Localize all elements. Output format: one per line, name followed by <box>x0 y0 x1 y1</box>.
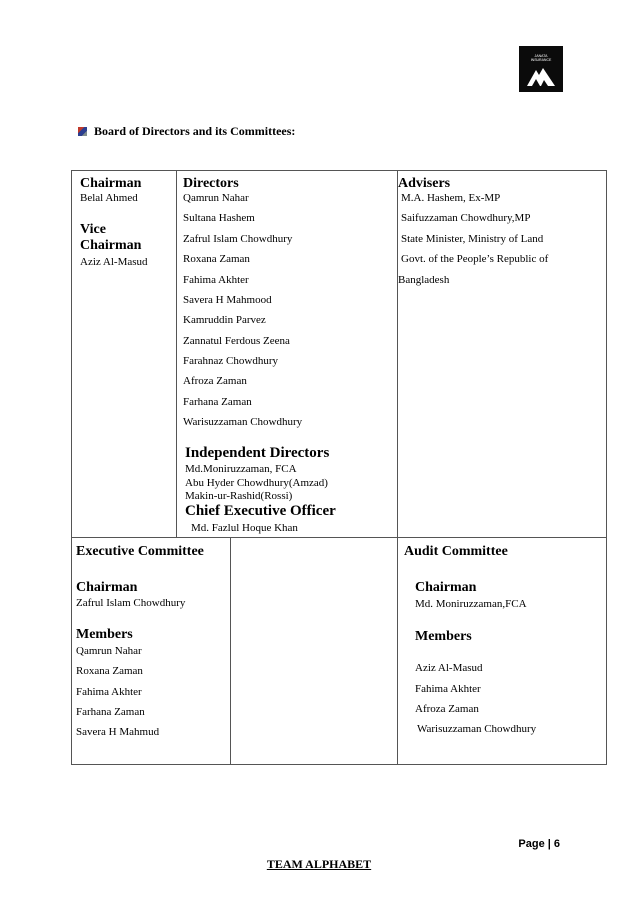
table-left-border <box>71 170 72 765</box>
ceo-title: Chief Executive Officer <box>185 503 336 519</box>
table-top-border <box>71 170 607 171</box>
independent-directors-title: Independent Directors <box>185 445 330 461</box>
director-item: Farahnaz Chowdhury <box>183 355 279 367</box>
logo-text-line1: JANATA <box>534 54 548 58</box>
independent-director-item: Md.Moniruzzaman, FCA <box>185 463 297 475</box>
bullet-icon <box>78 127 87 136</box>
page-number: Page | 6 <box>518 838 560 850</box>
vice-chairman-name: Aziz Al-Masud <box>80 256 148 268</box>
director-item: Zafrul Islam Chowdhury <box>183 233 293 245</box>
audit-committee-title: Audit Committee <box>404 544 508 559</box>
table-divider-3 <box>230 537 231 765</box>
adviser-line: M.A. Hashem, Ex-MP <box>401 192 501 204</box>
director-item: Sultana Hashem <box>183 212 255 224</box>
table-divider-1 <box>176 170 177 538</box>
vice-chairman-title-2: Chairman <box>80 238 142 253</box>
vice-chairman-title-1: Vice <box>80 222 106 237</box>
audit-chairman-name: Md. Moniruzzaman,FCA <box>415 598 527 610</box>
director-item: Savera H Mahmood <box>183 294 272 306</box>
director-item: Afroza Zaman <box>183 375 247 387</box>
director-item: Farhana Zaman <box>183 396 252 408</box>
director-item: Qamrun Nahar <box>183 192 249 204</box>
executive-committee-title: Executive Committee <box>76 544 204 559</box>
table-right-border <box>606 170 607 765</box>
executive-member-item: Qamrun Nahar <box>76 645 142 657</box>
director-item: Warisuzzaman Chowdhury <box>183 416 303 428</box>
executive-chairman-name: Zafrul Islam Chowdhury <box>76 597 186 609</box>
executive-member-item: Fahima Akhter <box>76 686 142 698</box>
footer-team-name: TEAM ALPHABET <box>266 857 372 871</box>
advisers-title: Advisers <box>398 176 451 191</box>
logo-text-line2: INSURANCE <box>530 58 552 62</box>
table-middle-border <box>71 537 607 538</box>
adviser-line: State Minister, Ministry of Land <box>401 233 544 245</box>
table-divider-2 <box>397 170 398 765</box>
section-heading <box>78 124 295 139</box>
adviser-line: Bangladesh <box>398 274 450 286</box>
director-item: Roxana Zaman <box>183 253 250 265</box>
audit-member-item: Warisuzzaman Chowdhury <box>417 723 537 735</box>
audit-member-item: Afroza Zaman <box>415 703 479 715</box>
independent-director-item: Makin-ur-Rashid(Rossi) <box>185 490 293 502</box>
ceo-name: Md. Fazlul Hoque Khan <box>191 522 298 534</box>
executive-members-title: Members <box>76 627 133 642</box>
adviser-line: Govt. of the People’s Republic of <box>401 253 549 265</box>
director-item: Zannatul Ferdous Zeena <box>183 335 290 347</box>
logo-mountain-icon <box>527 66 555 86</box>
audit-member-item: Aziz Al-Masud <box>415 662 483 674</box>
executive-member-item: Farhana Zaman <box>76 706 145 718</box>
adviser-line: Saifuzzaman Chowdhury,MP <box>401 212 531 224</box>
audit-chairman-title: Chairman <box>415 580 477 595</box>
director-item: Fahima Akhter <box>183 274 249 286</box>
directors-title: Directors <box>183 176 239 191</box>
executive-member-item: Savera H Mahmud <box>76 726 160 738</box>
independent-director-item: Abu Hyder Chowdhury(Amzad) <box>185 477 328 489</box>
table-bottom-border <box>71 764 607 765</box>
director-item: Kamruddin Parvez <box>183 314 266 326</box>
executive-chairman-title: Chairman <box>76 580 138 595</box>
executive-member-item: Roxana Zaman <box>76 665 143 677</box>
audit-members-title: Members <box>415 629 472 644</box>
audit-member-item: Fahima Akhter <box>415 683 481 695</box>
chairman-name: Belal Ahmed <box>80 192 138 204</box>
company-logo <box>519 46 563 92</box>
chairman-title: Chairman <box>80 176 142 191</box>
section-heading-text: Board of Directors and its Committees: <box>94 124 296 138</box>
